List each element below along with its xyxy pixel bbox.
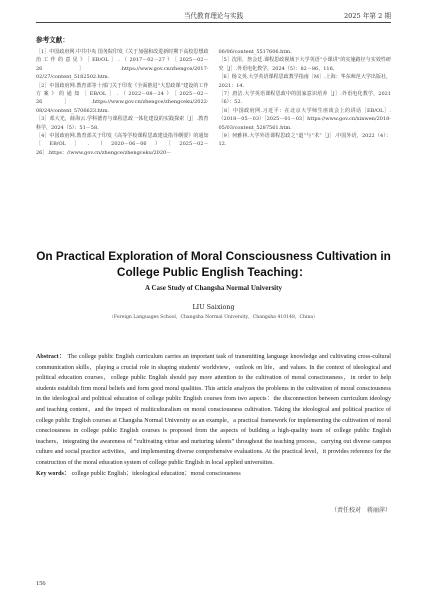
english-title-block: [36, 248, 391, 320]
reference-item: ［3］邓大光，薛海云.学科德育与课程思政一体化建设的实践探索［J］.教育科学，2024（5）：51－58.: [36, 116, 209, 131]
author-name: LIU Saixiong: [192, 303, 235, 311]
reference-item: ［1］中国政府网.中共中央 国务院印发《关于加强和改进新时期下高校思想政治工作的意见》［EB/OL］.（2017－02－27）［2025－02－26］.https://www.gov.cn/zhengce/2017-02/27/content_5182502.htm.: [36, 49, 209, 81]
reference-item: ［6］杨文英.大学英语课程思政教学指南［M］.上海：华东师范大学出版社，2021：14.: [218, 74, 391, 89]
proofreader-note: （责任校对 蒋丽萍）: [330, 507, 391, 514]
abstract: [36, 352, 391, 479]
references-right-column: [219, 48, 392, 157]
keywords-text: college public English；ideological education；moral consciousness: [71, 470, 241, 477]
article-title: On Practical Exploration of Moral Consciousness Cultivation in College Public English Teaching：: [36, 249, 391, 279]
abstract-paragraph: [36, 352, 391, 469]
article-subtitle: A Case Study of Changsha Normal University: [145, 284, 282, 292]
page-number: 156: [36, 580, 46, 587]
keywords-line: [36, 469, 391, 480]
reference-item: ［2］中国政府网.教育部等十部门关于印发《全面推进“大思政课”建设的工作方案》的通知［EB/OL］.（2022－08－24）［2025－02－26］.https://www.gov.cn/zhengce/zhengceku/2022-08/24/content_5706623.htm.: [36, 82, 209, 114]
issue-label: 2025 年第 2 期: [343, 12, 391, 20]
reference-item: ［4］中国政府网.教育部关于印发《高等学校课程思政建设指导纲要》的通知［EB/OL］.（2020－06－06）［2025－02－26］.https：//www.gov.cn/zhengce/zhengceku/2020－: [36, 133, 209, 156]
keywords-label: Key words：: [36, 470, 71, 477]
reference-item: ［9］何雅林.大学外语课程思政之“道”与“术”［J］.中国外语，2022（4）：12.: [218, 133, 391, 148]
references-section: [36, 30, 391, 157]
journal-name: 当代教育理论与实践: [183, 12, 244, 20]
author-affiliation: （Foreign Languages School，Changsha Normal University，Changsha 410148，China）: [109, 315, 318, 320]
reference-item: 06/06/content_5517606.htm.: [218, 49, 292, 55]
abstract-text: The college public English curriculum carries an important task of transmitting language knowledge and cultivating cross-cultural communication skills，playing a crucial role in shaping students' worldview，outlook on life，and values. In the context of ideological and political education courses，college public English should pay more attention to the cultivation of moral consciousness，in order to help students establish firm moral beliefs and form good moral qualities. This article analyzes the problems in the cultivation of moral consciousness in the ideological and political education of college public English courses from two aspects：the disconnection between curriculum ideology and teaching content，and the impact of multiculturalism on moral consciousness cultivation. Taking the ideological and political practice of college public English courses at Changsha Normal University as an example，a practical framework for implementing the cultivation of moral consciousness in college public English courses is proposed from the aspects of building a high-quality team of college public English teachers，integrating the awareness of “cultivating virtue and nurturing talents” throughout the teaching process，carrying out diverse campus culture and social practice activities，and implementing diverse comprehensive evaluations. At the practical level，it provides reference for the construction of the moral education system of college public English in local applied universities.: [36, 354, 391, 466]
running-header: [36, 10, 391, 22]
header-rule: [36, 22, 391, 23]
reference-item: ［8］中国政府网.习近平：在北京大学师生座谈会上的讲话［EB/OL］.（2018－05－03）［2025－01－03］https://www.gov.cn/xinwen/2018-05/03/content_5287561.htm.: [218, 107, 391, 131]
abstract-label: Abstract：: [36, 354, 66, 360]
reference-item: ［7］唐洁.大学英语课程思政中的国家意识培养［J］.外语电化教学，2021（6）：52.: [218, 91, 391, 106]
references-left-column: [36, 48, 209, 157]
reference-item: ［5］沈彤，詹会廷.课程思政视域下大学英语“小课讲”的实施路径与实效性研究［J］.外语电化教学，2024（5）：82－86，116.: [218, 57, 391, 72]
references-title: 参考文献：: [36, 36, 69, 44]
